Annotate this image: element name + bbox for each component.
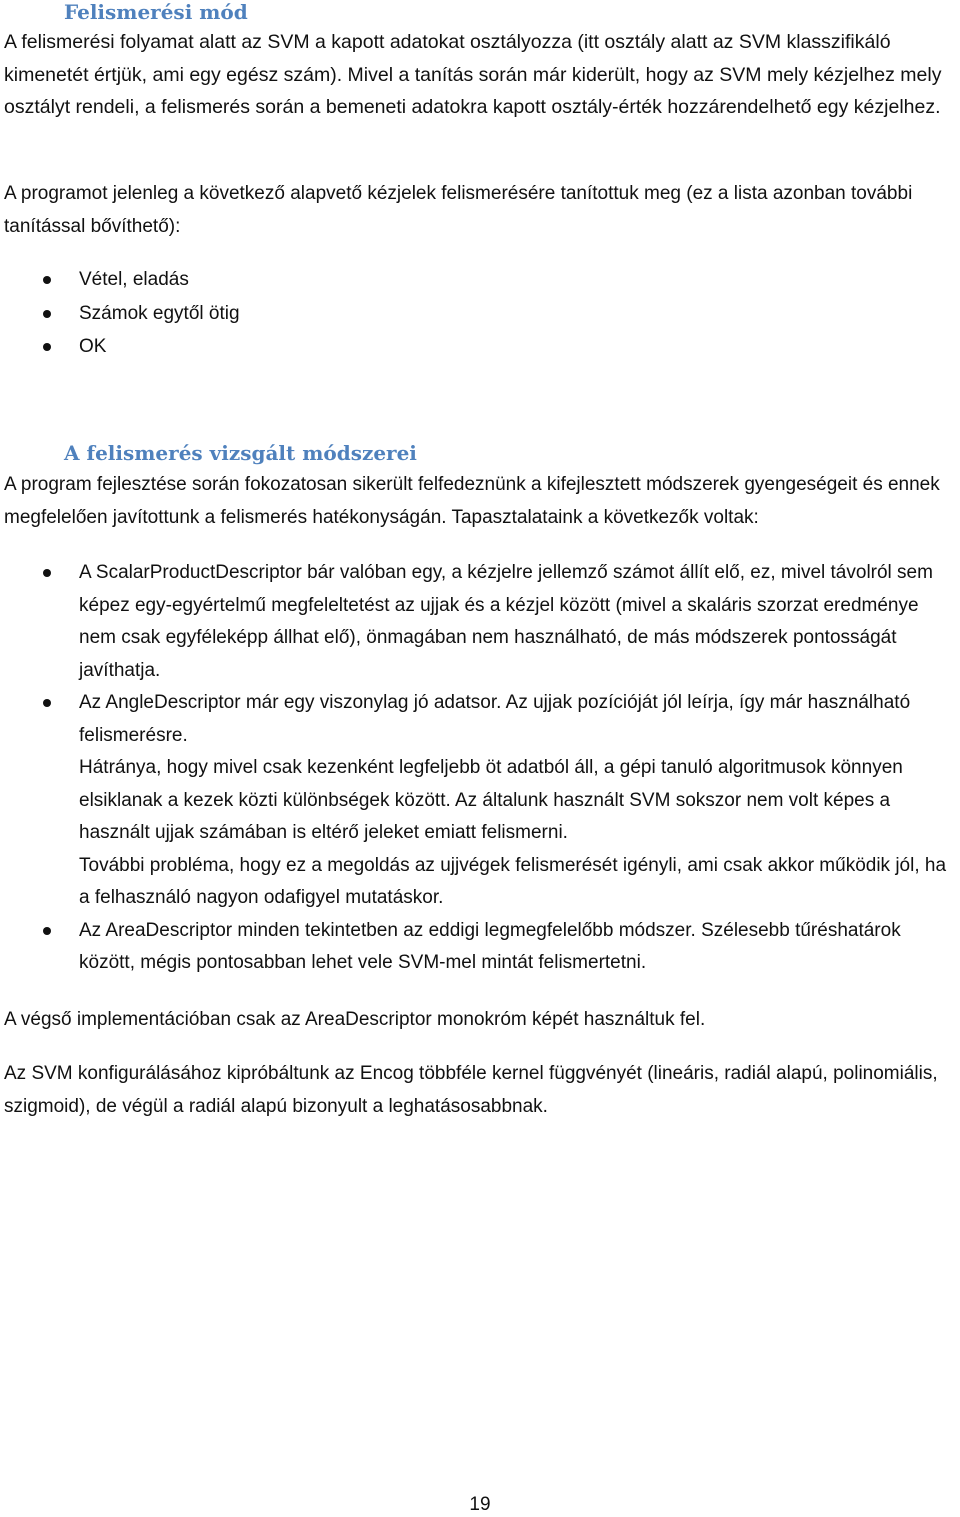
final-implementation-paragraph: A végső implementációban csak az AreaDescriptor monokróm képét használtuk fel. bbox=[4, 1009, 706, 1030]
recognition-mode-paragraph: A felismerési folyamat alatt az SVM a kapott adatokat osztályozza (itt osztály alatt az SVM klasszifikáló kimenetét értjük, ami egy egész szám). Mivel a tanítás során már kiderült, hogy az SVM mely kézjelhez mely osztályt rendeli, a felismerés során a bemeneti adatokra kapott osztály-érték hozzárendelhető egy kézjelhez. bbox=[4, 31, 942, 118]
bullet-icon bbox=[43, 343, 51, 351]
list-item bbox=[0, 557, 960, 687]
gesture-label: Vétel, eladás bbox=[79, 269, 189, 290]
section-heading-recognition-mode: Felismerési mód bbox=[64, 0, 248, 24]
bullet-icon bbox=[43, 569, 51, 577]
svm-config-paragraph: Az SVM konfigurálásához kipróbáltunk az Encog többféle kernel függvényét (lineáris, radiál alapú, polinomiális, szigmoid), de végül a radiál alapú bizonyult a leghatásosabbnak. bbox=[4, 1063, 938, 1117]
gesture-label: OK bbox=[79, 336, 107, 357]
list-item bbox=[0, 264, 960, 297]
bullet-icon bbox=[43, 927, 51, 935]
gesture-list-intro: A programot jelenleg a következő alapvető kézjelek felismerésére tanítottuk meg (ez a lista azonban további tanítással bővíthető): bbox=[4, 183, 913, 237]
list-item bbox=[0, 915, 960, 980]
methods-intro-paragraph: A program fejlesztése során fokozatosan sikerült felfedeznünk a kifejlesztett módszerek gyengeségeit és ennek megfelelően javítottunk a felismerés hatékonyságán. Tapasztalataink a következők voltak: bbox=[4, 474, 940, 528]
list-item bbox=[0, 298, 960, 331]
methods-list bbox=[0, 557, 960, 980]
method-description: Az AreaDescriptor minden tekintetben az eddigi legmegfelelőbb módszer. Szélesebb tűréshatárok között, mégis pontosabban lehet vele SVM-mel mintát felismertetni. bbox=[79, 919, 901, 973]
list-item bbox=[0, 687, 960, 915]
method-further-problem: További probléma, hogy ez a megoldás az ujjvégek felismerését igényli, ami csak akkor működik jól, ha a felhasználó nagyon odafigyel mutatáskor. bbox=[79, 854, 947, 908]
page-number: 19 bbox=[469, 1494, 491, 1515]
method-description: A ScalarProductDescriptor bár valóban egy, a kézjelre jellemző számot állít elő, ez, mivel távolról sem képez egy-egyértelmű megfeleltetést az ujjak és a kézjel között (mivel a skaláris szorzat eredménye nem csak egyféleképp állhat elő), önmagában nem használható, de más módszerek pontosságát javíthatja. bbox=[79, 562, 933, 681]
bullet-icon bbox=[43, 699, 51, 707]
method-description: Az AngleDescriptor már egy viszonylag jó adatsor. Az ujjak pozícióját jól leírja, így már használható felismerésre. bbox=[79, 692, 911, 746]
gesture-list bbox=[0, 264, 960, 364]
section-heading-methods: A felismerés vizsgált módszerei bbox=[64, 441, 417, 465]
method-drawback: Hátránya, hogy mivel csak kezenként legfeljebb öt adatból áll, a gépi tanuló algoritmusok könnyen elsiklanak a kezek közti különbségek között. Az általunk használt SVM sokszor nem volt képes a használt ujjak számában is eltérő jeleket emiatt felismerni. bbox=[79, 757, 903, 843]
bullet-icon bbox=[43, 310, 51, 318]
list-item bbox=[0, 331, 960, 364]
gesture-label: Számok egytől ötig bbox=[79, 302, 240, 324]
bullet-icon bbox=[43, 276, 51, 284]
